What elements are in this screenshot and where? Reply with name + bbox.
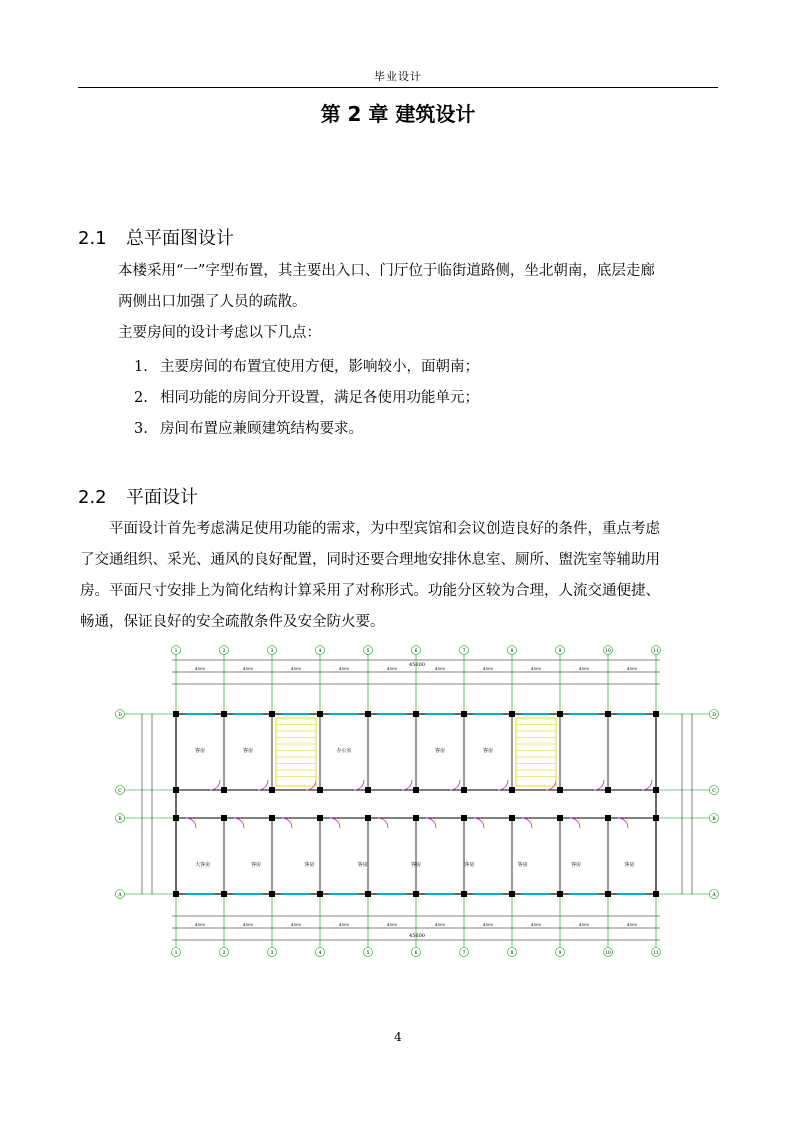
room-label: 客房 <box>194 748 206 754</box>
bay-dimension: 4500 <box>626 922 638 927</box>
plan-static <box>124 652 710 948</box>
door-swing <box>306 780 316 790</box>
room-label: 客房 <box>357 862 368 868</box>
running-header: 毕业设计 <box>374 70 422 83</box>
list-text: 相同功能的房间分开设置，满足各使用功能单元； <box>160 390 479 406</box>
bay-dimension: 4500 <box>482 922 494 927</box>
axis-number: 11 <box>653 649 659 654</box>
column <box>605 815 611 821</box>
column <box>605 891 611 897</box>
column <box>173 787 179 793</box>
bay-dimension: 4500 <box>578 922 590 927</box>
section-heading-2-2 <box>78 483 198 509</box>
bay-dimension: 4500 <box>242 666 254 671</box>
section-title: 平面设计 <box>126 487 198 508</box>
column <box>413 891 419 897</box>
door-swing <box>618 818 628 828</box>
list-text: 主要房间的布置宜使用方便，影响较小，面朝南； <box>160 359 479 375</box>
column <box>269 815 275 821</box>
column <box>461 891 467 897</box>
door-swing <box>186 818 196 828</box>
axis-number: 7 <box>462 649 466 654</box>
bay-dimension: 4500 <box>578 666 590 671</box>
page-number: 4 <box>394 1030 402 1044</box>
column <box>317 711 323 717</box>
door-swing <box>402 780 412 790</box>
paragraph-line: 主要房间的设计考虑以下几点： <box>118 325 321 341</box>
list-item <box>134 417 363 438</box>
column <box>413 815 419 821</box>
axis-number: 9 <box>558 649 562 654</box>
door-swing <box>498 780 508 790</box>
room-label: 客房 <box>624 862 635 868</box>
room-label: 客房 <box>464 862 475 868</box>
list-item <box>134 355 479 376</box>
axis-number: 5 <box>366 649 370 654</box>
plan-rooms <box>195 747 634 868</box>
room-label: 客房 <box>242 748 254 754</box>
section-heading-2-1 <box>78 224 234 250</box>
axis-number: 10 <box>605 649 611 654</box>
axis-letter: C <box>712 789 716 794</box>
room-label: 客房 <box>570 862 582 868</box>
header-rule <box>78 87 718 88</box>
axis-number: 1 <box>174 951 178 956</box>
column <box>461 711 467 717</box>
door-swing <box>282 818 292 828</box>
column <box>221 787 227 793</box>
bay-dimension: 4500 <box>338 922 350 927</box>
axis-letter: C <box>118 789 122 794</box>
section-title: 总平面图设计 <box>126 228 234 249</box>
column <box>365 711 371 717</box>
room-label: 大客房 <box>195 862 211 868</box>
axis-letter: B <box>118 817 122 822</box>
column <box>509 815 515 821</box>
bay-dimension: 4500 <box>386 666 398 671</box>
column <box>173 891 179 897</box>
axis-letter: D <box>118 713 122 718</box>
axis-letter: D <box>712 713 716 718</box>
column <box>557 815 563 821</box>
column <box>509 891 515 897</box>
bay-dimension: 4500 <box>242 922 254 927</box>
total-dimension-top: 45600 <box>409 662 425 668</box>
column <box>653 787 659 793</box>
bay-dimension: 4500 <box>290 922 302 927</box>
axis-number: 4 <box>318 649 322 654</box>
bay-dimension: 4500 <box>482 666 494 671</box>
axis-number: 8 <box>510 951 514 956</box>
column <box>221 891 227 897</box>
axis-number: 9 <box>558 951 562 956</box>
list-text: 房间布置应兼顾建筑结构要求。 <box>160 421 363 437</box>
axis-letter: A <box>712 893 716 898</box>
door-swing <box>642 780 652 790</box>
door-swing <box>378 818 388 828</box>
column <box>221 711 227 717</box>
axis-number: 11 <box>653 951 659 956</box>
door-swing <box>546 780 556 790</box>
column <box>653 891 659 897</box>
column <box>365 787 371 793</box>
axis-letter: B <box>712 817 716 822</box>
list-item <box>134 386 479 407</box>
column <box>365 815 371 821</box>
door-swing <box>330 818 340 828</box>
bay-dimension: 4500 <box>386 922 398 927</box>
axis-number: 6 <box>414 649 418 654</box>
floor-plan-drawing <box>112 642 722 960</box>
bay-dimension: 4500 <box>434 922 446 927</box>
axis-number: 2 <box>222 951 226 956</box>
section-number: 2.1 <box>78 228 107 249</box>
axis-letter: A <box>118 893 122 898</box>
column <box>557 711 563 717</box>
column <box>173 815 179 821</box>
axis-number: 7 <box>462 951 466 956</box>
column <box>605 711 611 717</box>
column <box>605 787 611 793</box>
axis-number: 2 <box>222 649 226 654</box>
bay-dimension: 4500 <box>338 666 350 671</box>
door-swing <box>474 818 484 828</box>
paragraph-line: 畅通，保证良好的安全疏散条件及安全防火要。 <box>80 614 385 630</box>
room-label: 客房 <box>482 748 494 754</box>
column <box>317 787 323 793</box>
paragraph-line: 平面设计首先考虑满足使用功能的需求，为中型宾馆和会议创造良好的条件，重点考虑 <box>80 521 660 537</box>
axis-number: 5 <box>366 951 370 956</box>
door-swing <box>258 780 268 790</box>
bay-dimension: 4500 <box>194 666 206 671</box>
paragraph-layout <box>118 256 728 349</box>
door-swing <box>426 818 436 828</box>
column <box>461 787 467 793</box>
axis-number: 3 <box>270 649 274 654</box>
total-dimension-bottom: 45600 <box>409 933 425 939</box>
paragraph-plan-design <box>80 514 720 638</box>
stair <box>276 718 316 786</box>
door-swing <box>450 780 460 790</box>
axis-number: 8 <box>510 649 514 654</box>
column <box>557 787 563 793</box>
column <box>557 891 563 897</box>
room-label: 客房 <box>304 862 315 868</box>
axis-number: 10 <box>605 951 611 956</box>
room-label: 客房 <box>434 748 446 754</box>
paragraph-line: 两侧出口加强了人员的疏散。 <box>118 294 307 310</box>
list-number: 3. <box>134 421 148 437</box>
axis-number: 3 <box>270 951 274 956</box>
stair <box>516 718 556 786</box>
door-swing <box>522 818 532 828</box>
room-label: 客房 <box>517 862 528 868</box>
column <box>365 891 371 897</box>
door-swing <box>570 818 580 828</box>
chapter-title: 第 2 章 建筑设计 <box>320 102 476 126</box>
bay-dimension: 4500 <box>626 666 638 671</box>
axis-number: 4 <box>318 951 322 956</box>
column <box>653 711 659 717</box>
door-swing <box>234 818 244 828</box>
paragraph-line: 了交通组织、采光、通风的良好配置，同时还要合理地安排休息室、厕所、盥洗室等辅助用 <box>80 552 660 568</box>
list-number: 2. <box>134 390 148 406</box>
paragraph-line: 本楼采用“一”字型布置，其主要出入口、门厅位于临街道路侧，坐北朝南，底层走廊 <box>118 263 655 279</box>
column <box>509 787 515 793</box>
bay-dimension: 4500 <box>194 922 206 927</box>
column <box>509 711 515 717</box>
door-swing <box>594 780 604 790</box>
bay-dimension: 4500 <box>434 666 446 671</box>
section-number: 2.2 <box>78 487 107 508</box>
door-swing <box>354 780 364 790</box>
room-label: 客房 <box>410 862 422 868</box>
column <box>221 815 227 821</box>
paragraph-line: 房。平面尺寸安排上为简化结构计算采用了对称形式。功能分区较为合理，人流交通便捷、 <box>80 583 660 599</box>
bay-dimension: 4500 <box>530 922 542 927</box>
column <box>317 815 323 821</box>
plan-axes <box>116 646 719 957</box>
room-label: 办公室 <box>336 748 352 754</box>
column <box>173 711 179 717</box>
column <box>317 891 323 897</box>
axis-number: 6 <box>414 951 418 956</box>
room-label: 客房 <box>250 862 262 868</box>
column <box>269 891 275 897</box>
column <box>413 711 419 717</box>
list-number: 1. <box>134 359 148 375</box>
bay-dimension: 4500 <box>530 666 542 671</box>
column <box>269 787 275 793</box>
column <box>461 815 467 821</box>
axis-number: 1 <box>174 649 178 654</box>
column <box>413 787 419 793</box>
column <box>269 711 275 717</box>
bay-dimension: 4500 <box>290 666 302 671</box>
door-swing <box>210 780 220 790</box>
column <box>653 815 659 821</box>
